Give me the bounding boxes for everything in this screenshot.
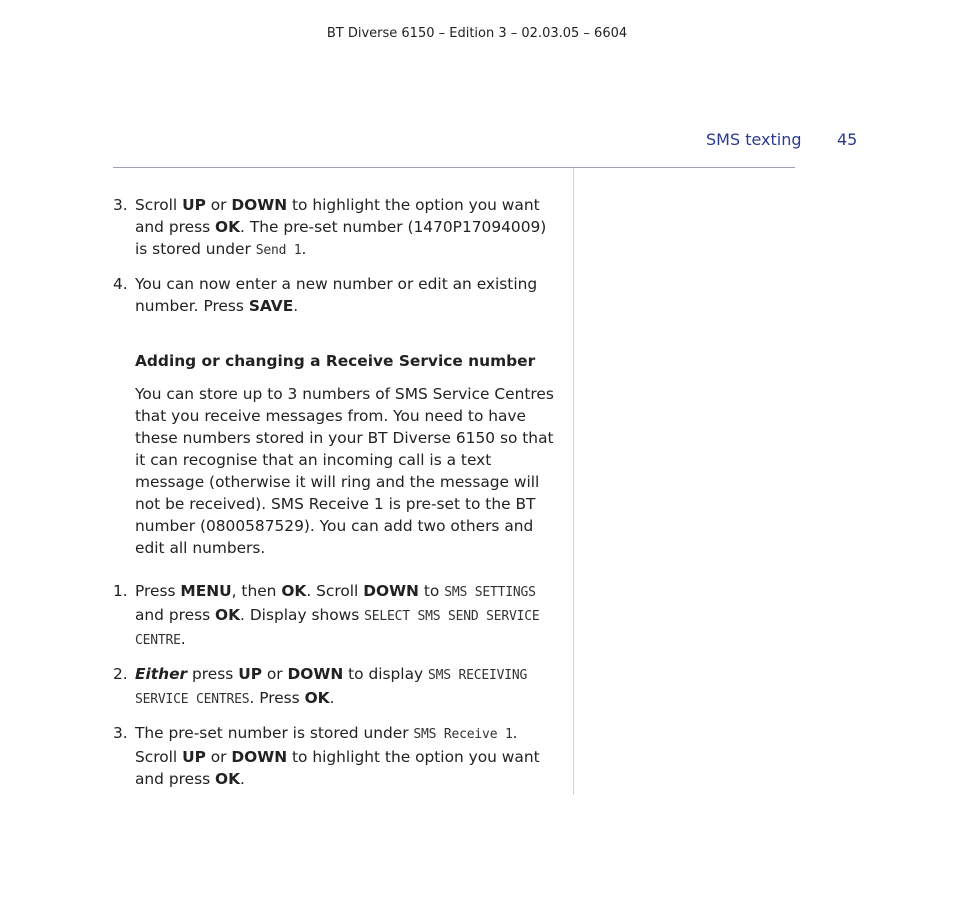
step-text: . — [180, 630, 186, 648]
step-text: press — [187, 665, 239, 683]
step-item — [113, 194, 559, 262]
key-label: DOWN — [287, 665, 344, 683]
step-text: . Display shows — [240, 606, 365, 624]
emphasis-text: Either — [135, 665, 188, 683]
key-label: UP — [182, 196, 206, 214]
step-text: or — [205, 748, 232, 766]
key-label: OK — [281, 582, 307, 600]
step-text: . — [240, 770, 245, 788]
key-label: SAVE — [248, 297, 294, 315]
key-label: MENU — [180, 582, 232, 600]
step-item — [113, 273, 559, 317]
display-text: SMS SETTINGS — [444, 585, 536, 600]
document-header: BT Diverse 6150 – Edition 3 – 02.03.05 – 6604 — [326, 26, 628, 41]
step-item — [113, 663, 559, 711]
step-text: The pre-set number is stored under — [135, 724, 414, 742]
step-number: 3. — [113, 724, 128, 742]
key-label: OK — [215, 218, 241, 236]
key-label: DOWN — [363, 582, 419, 600]
display-text: Send 1 — [255, 243, 302, 258]
key-label: UP — [182, 748, 206, 766]
step-text: Press — [135, 582, 181, 600]
display-text: SMS Receive 1 — [413, 727, 513, 742]
key-label: OK — [304, 689, 330, 707]
step-text: to highlight the option you want and press — [135, 196, 540, 236]
key-label: OK — [215, 606, 241, 624]
step-text: , then — [231, 582, 282, 600]
step-text: to highlight the option you want and press — [135, 748, 540, 788]
step-text: and press — [135, 606, 216, 624]
step-text: . Scroll — [306, 582, 364, 600]
page-number: 45 — [837, 130, 858, 149]
display-text: SMS RECEIVING SERVICE CENTRES — [135, 668, 528, 707]
intro-paragraph: You can store up to 3 numbers of SMS Service Centres that you receive messages from. You need to have these numbers stored in your BT Diverse 6150 so that it can recognise that an incoming call is a text message (otherwise it will ring and the message will not be received). SMS Receive 1 is pre-set to the BT number (0800587529). You can add two others and edit all numbers. — [135, 385, 554, 557]
section-heading: Adding or changing a Receive Service number — [135, 352, 536, 370]
step-text: to display — [343, 665, 429, 683]
step-text: . — [293, 297, 299, 315]
step-text: . — [301, 240, 307, 258]
step-text: . Press — [249, 689, 305, 707]
step-item — [113, 580, 559, 652]
display-text: SELECT SMS SEND SERVICE CENTRE — [135, 609, 540, 648]
step-text: or — [261, 665, 288, 683]
step-text: . The pre-set number (1470P17094009) is stored under — [135, 218, 547, 258]
key-label: DOWN — [231, 748, 288, 766]
key-label: UP — [238, 665, 262, 683]
step-text: . — [329, 689, 335, 707]
column-divider — [573, 168, 574, 795]
step-number: 1. — [113, 582, 128, 600]
step-number: 2. — [113, 665, 128, 683]
key-label: OK — [215, 770, 241, 788]
header-rule — [113, 167, 795, 168]
step-text: You can now enter a new number or edit an existing number. Press — [135, 275, 538, 315]
step-text: . Scroll — [135, 724, 518, 766]
step-number: 3. — [113, 196, 128, 214]
step-text: Scroll — [135, 196, 183, 214]
section-title: SMS texting — [706, 130, 802, 149]
step-item — [113, 722, 559, 790]
step-number: 4. — [113, 275, 128, 293]
step-text: to — [418, 582, 445, 600]
key-label: DOWN — [231, 196, 288, 214]
step-text: or — [205, 196, 232, 214]
main-content — [113, 194, 559, 790]
